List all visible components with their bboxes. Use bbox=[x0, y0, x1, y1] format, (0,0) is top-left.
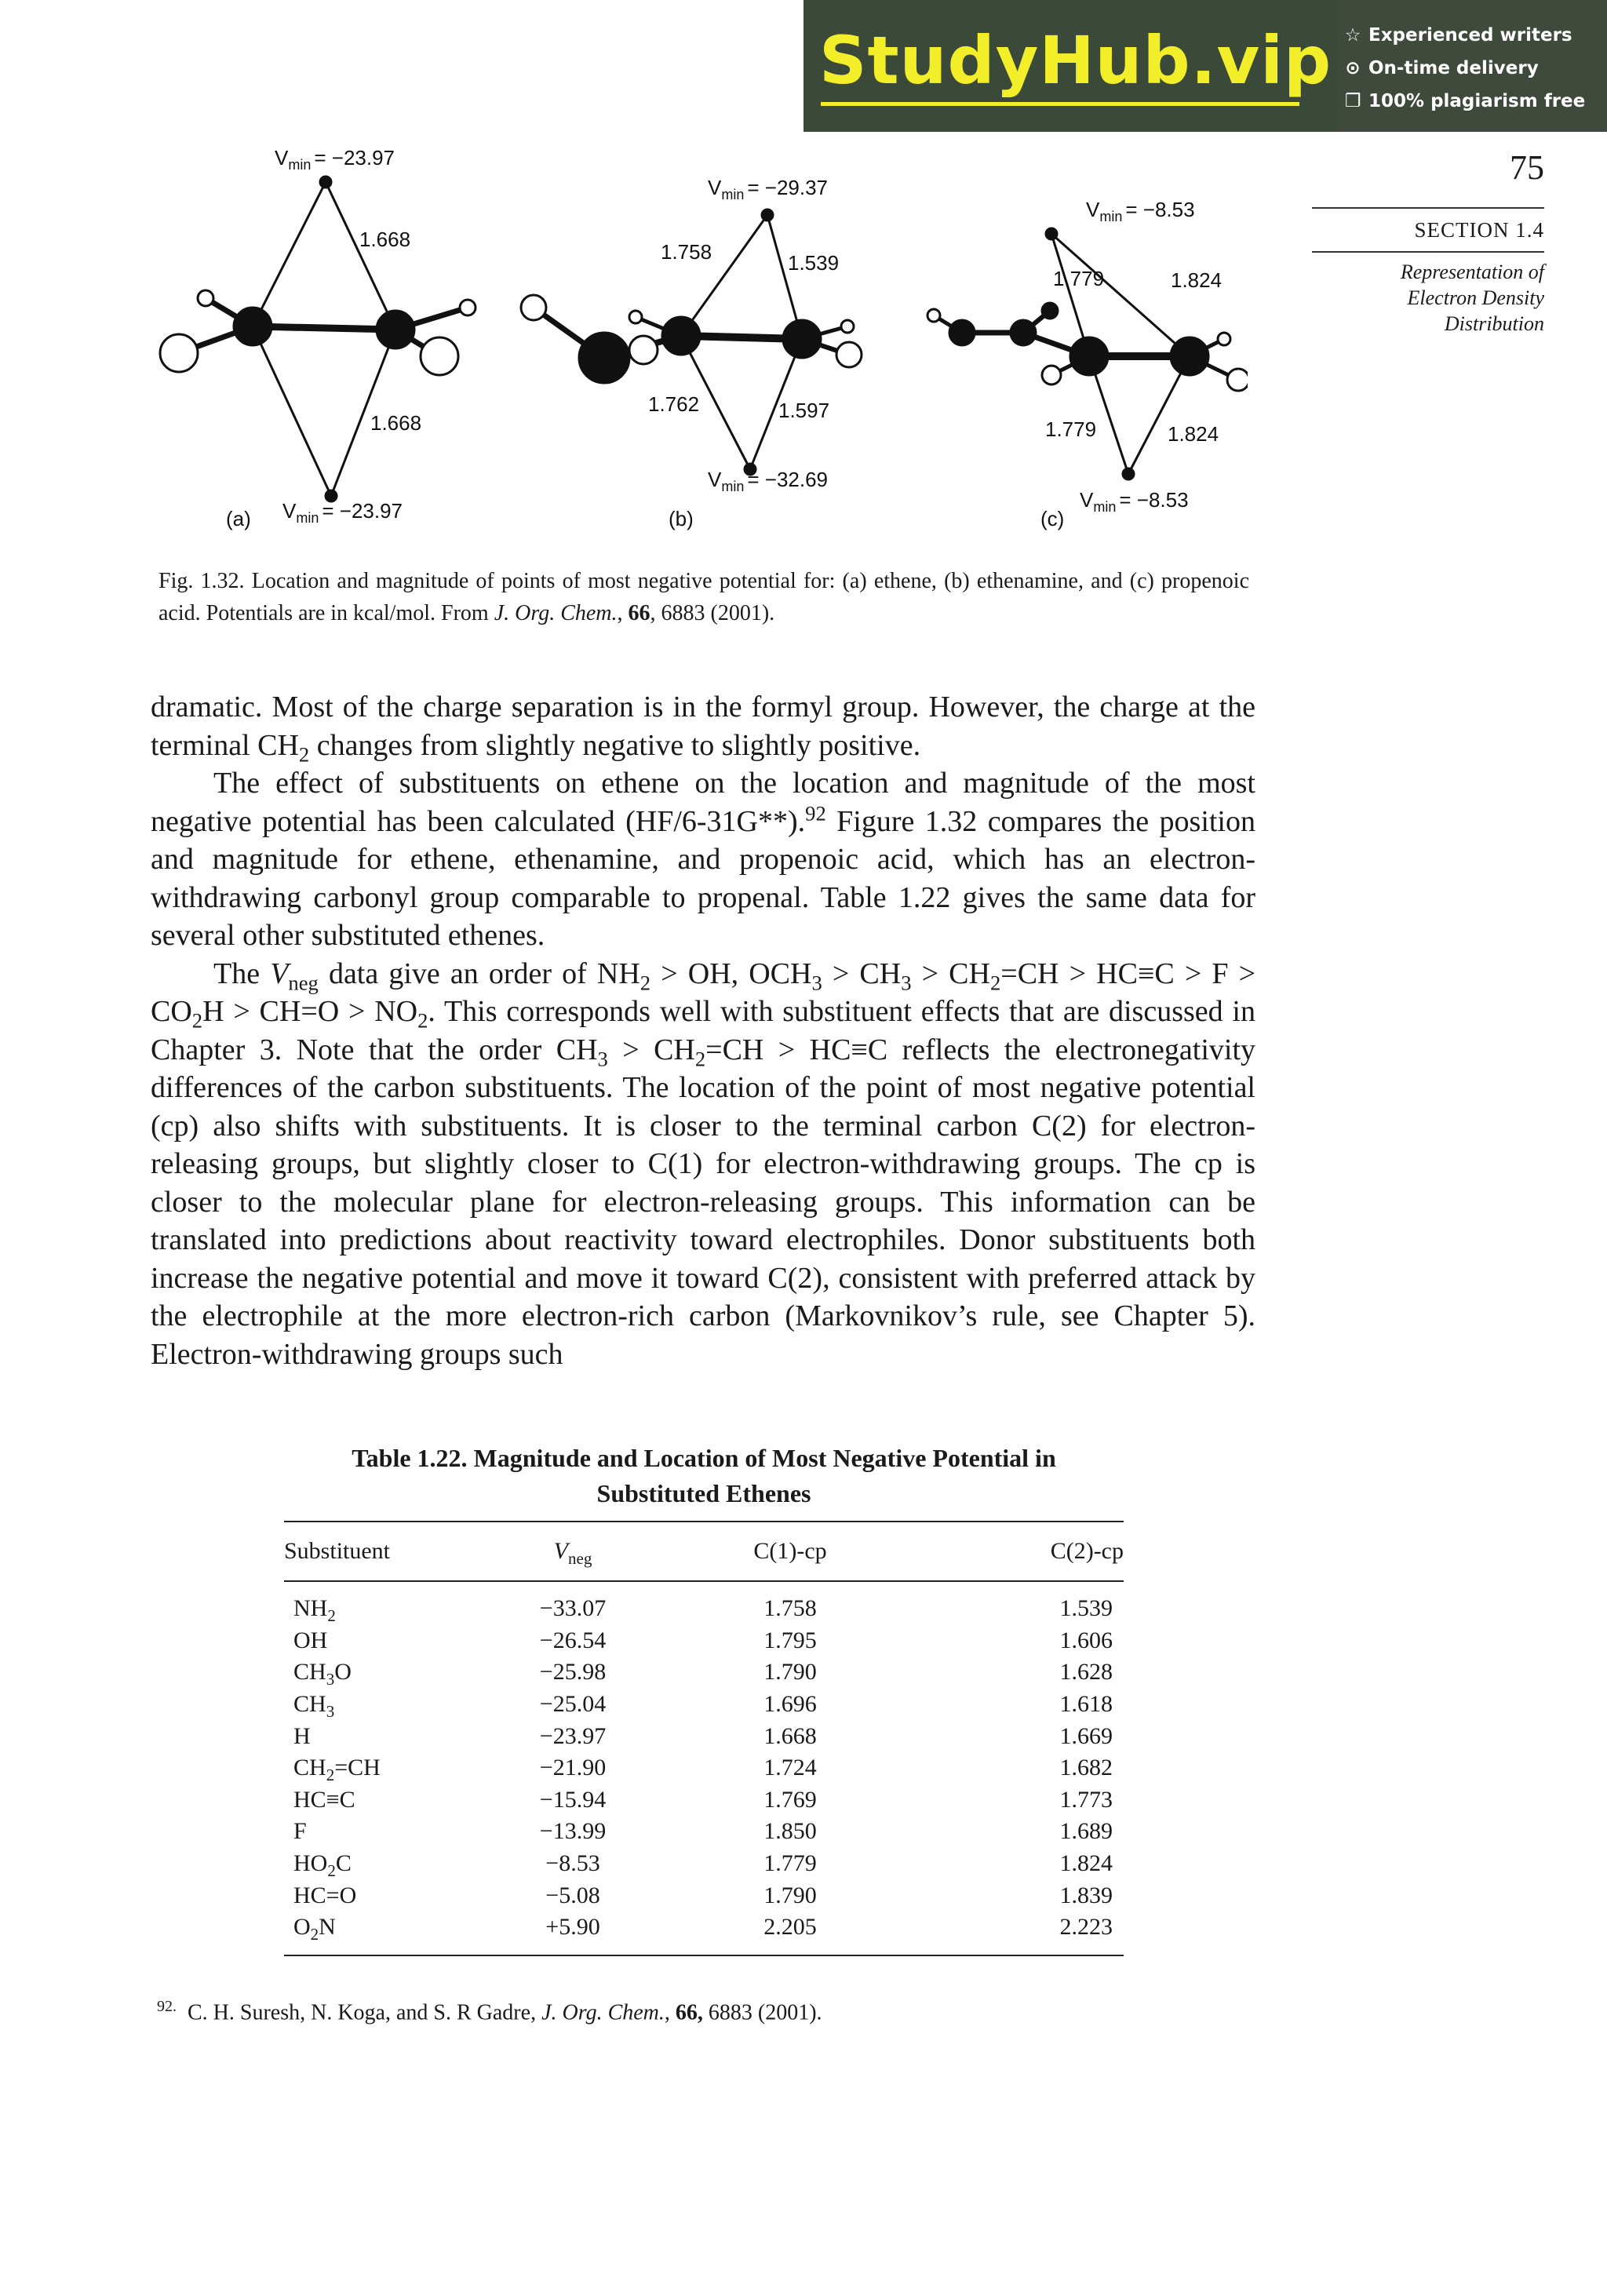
footnote-number: 92. bbox=[157, 1998, 177, 2015]
body-text bbox=[151, 688, 1255, 1373]
distance-label: 1.668 bbox=[359, 228, 411, 251]
table-rule-bottom bbox=[284, 1955, 1124, 1956]
col-header-c2-cp: C(2)-cp bbox=[1050, 1538, 1124, 1564]
paragraph: dramatic. Most of the charge separation is in the formyl group. However, the charge at the terminal $CH_2$ changes from slightly negative to slightly positive. bbox=[151, 691, 1255, 767]
studyhub-banner[interactable] bbox=[804, 0, 1607, 132]
vmin-label: $V_{min} = -32.69$ bbox=[708, 468, 829, 494]
panel-label-a: (a) bbox=[226, 507, 251, 530]
header-rule-bottom bbox=[1312, 251, 1544, 253]
table-body bbox=[284, 1582, 1124, 1955]
table-row: $CH_3O$ −25.98 1.790 1.628 bbox=[293, 1659, 1113, 1689]
distance-label: 1.824 bbox=[1171, 268, 1223, 292]
table-row: OH −26.54 1.795 1.606 bbox=[293, 1627, 1113, 1653]
table-row: $CH_3$ −25.04 1.696 1.618 bbox=[293, 1691, 1113, 1722]
section-title: Representation of Electron Density Distribution bbox=[1400, 261, 1544, 335]
paragraph: The effect of substituents on ethene on the location and magnitude of the most negative potential has been calculated (HF/6-31G**).$^{92}$ Figure 1.32 compares the position and magnitude for ethene, ethenamine, and propenoic acid, which has an electron-withdrawing carbonyl group comparable to propenal. Table 1.22 gives the same data for several other substituted ethenes. bbox=[151, 767, 1255, 952]
distance-label: 1.779 bbox=[1053, 267, 1105, 290]
table-1-22 bbox=[284, 1441, 1124, 1956]
table-title: Table 1.22. Magnitude and Location of Most Negative Potential in Substituted Ethenes bbox=[352, 1444, 1056, 1507]
col-header-c1-cp: C(1)-cp bbox=[753, 1538, 827, 1564]
distance-label: 1.539 bbox=[788, 251, 840, 275]
table-row: H −23.97 1.668 1.669 bbox=[293, 1722, 1113, 1749]
figure-caption: Fig. 1.32. Location and magnitude of points of most negative potential for: (a) ethene, (b) ethenamine, and (c) propenoic acid. Potentials are in kcal/mol. From J. Org. Chem., 66, 6883 (2001). bbox=[159, 569, 1249, 625]
vmin-label: $V_{min} = -23.97$ bbox=[275, 146, 395, 173]
star-icon: ☆ bbox=[1344, 25, 1361, 46]
banner-feature bbox=[1343, 19, 1602, 52]
molecule-diagrams bbox=[149, 133, 1248, 557]
banner-feature-label: On-time delivery bbox=[1368, 58, 1539, 78]
table-row: HC≡C −15.94 1.769 1.773 bbox=[293, 1786, 1113, 1813]
distance-label: 1.758 bbox=[661, 240, 712, 264]
col-header-vneg: $V_{neg}$ bbox=[553, 1538, 592, 1568]
distance-label: 1.668 bbox=[370, 411, 422, 435]
vmin-label: $V_{min} = -29.37$ bbox=[708, 176, 829, 202]
document-icon: ❐ bbox=[1344, 91, 1361, 111]
table-row: F −13.99 1.850 1.689 bbox=[293, 1818, 1113, 1845]
banner-logo-block[interactable] bbox=[804, 0, 1337, 132]
vmin-label: $V_{min} = -8.53$ bbox=[1086, 198, 1195, 224]
clock-icon: ⊙ bbox=[1345, 58, 1361, 78]
header-rule-top bbox=[1312, 207, 1544, 209]
distance-label: 1.762 bbox=[648, 392, 700, 416]
col-header-substituent: Substituent bbox=[284, 1538, 391, 1564]
banner-feature bbox=[1343, 52, 1602, 85]
footnote-92: $^{92.}$ C. H. Suresh, N. Koga, and S. R Gadre, J. Org. Chem., 66, 6883 (2001). bbox=[157, 1998, 822, 2025]
banner-feature-label: Experienced writers bbox=[1368, 25, 1572, 46]
table-row: HC=O −5.08 1.790 1.839 bbox=[293, 1882, 1113, 1908]
page-number: 75 bbox=[1510, 148, 1544, 187]
panel-label-b: (b) bbox=[669, 507, 694, 530]
table-row: $CH_2=CH$ −21.90 1.724 1.682 bbox=[293, 1755, 1113, 1785]
banner-feature-label: 100% plagiarism free bbox=[1368, 91, 1586, 111]
distance-label: 1.779 bbox=[1045, 417, 1097, 441]
table-row: $O_2N$ +5.90 2.205 2.223 bbox=[293, 1914, 1113, 1944]
table-header-row bbox=[284, 1522, 1124, 1580]
paragraph: The $V_{neg}$ data give an order of $NH_2$ > OH, $OCH_3 > CH_3 > CH_2=CH > HC\equiv C > F > CO_2H > CH=O > NO_2$. This corresponds well with substituent effects that are discussed in Chapter 3. Note that the order $CH_3 > CH_2=CH > HC\equiv C$ reflects the electronegativity differences of the carbon substituents. The location of the point of most negative potential (cp) also shifts with substituents. It is closer to the terminal carbon C(2) for electron-releasing groups, but slightly closer to C(1) for electron-withdrawing groups. The cp is closer to the molecular plane for electron-releasing groups. This information can be translated into predictions about reactivity toward electrophiles. Donor substituents both increase the negative potential and move it toward C(2), consistent with preferred attack by the electrophile at the more electron-rich carbon (Markovnikov’s rule, see Chapter 5). Electron-withdrawing groups such bbox=[151, 957, 1256, 1371]
data-table bbox=[284, 1522, 1124, 1955]
vmin-label: $V_{min} = -23.97$ bbox=[282, 499, 403, 526]
footnote-ref[interactable]: 92 bbox=[805, 800, 826, 825]
vmin-label: $V_{min} = -8.53$ bbox=[1080, 488, 1189, 515]
table-row: $NH_2$ −33.07 1.758 1.539 bbox=[293, 1595, 1113, 1626]
figure-1-32 bbox=[149, 133, 1248, 557]
banner-logo[interactable]: StudyHub.vip bbox=[819, 22, 1332, 99]
section-label: SECTION 1.4 bbox=[1414, 218, 1544, 242]
table-row: $HO_2C$ −8.53 1.779 1.824 bbox=[293, 1850, 1113, 1881]
distance-label: 1.597 bbox=[778, 399, 830, 422]
panel-label-c: (c) bbox=[1040, 507, 1065, 530]
banner-feature bbox=[1343, 85, 1602, 118]
banner-features bbox=[1343, 19, 1602, 118]
distance-label: 1.824 bbox=[1168, 422, 1219, 446]
banner-logo-underline bbox=[821, 102, 1299, 106]
